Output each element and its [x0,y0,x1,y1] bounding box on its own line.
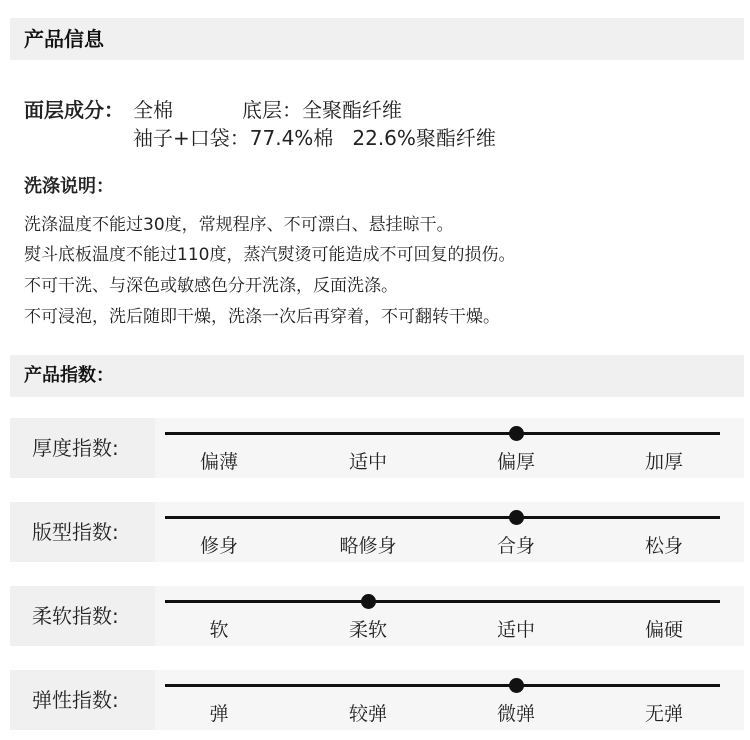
index-label: 柔软指数: [10,586,155,646]
index-row [10,502,744,562]
index-option: 较弹 [348,703,388,725]
index-scale-line [165,432,720,435]
product-info-header: 产品信息 [10,18,744,60]
index-row [10,418,744,478]
washing-title: 洗涤说明： [24,176,114,197]
index-option: 无弹 [644,703,684,725]
index-scale-line [165,600,720,603]
index-option: 弹 [209,703,229,725]
index-option: 软 [209,619,229,641]
face-layer-value: 全棉 [133,98,173,122]
index-marker-dot [509,510,524,525]
index-option: 加厚 [644,451,684,473]
bottom-layer-value: 底层：全聚酯纤维 [242,98,402,122]
index-option: 偏厚 [496,451,536,473]
index-scale-line [165,516,720,519]
washing-line: 不可浸泡，洗后随即干燥，洗涤一次后再穿着，不可翻转干燥。 [24,307,500,327]
product-index-header: 产品指数： [10,355,744,397]
index-marker-dot [361,594,376,609]
index-row [10,586,744,646]
index-option: 适中 [348,451,388,473]
index-marker-dot [509,426,524,441]
sleeve-pocket-value: 袖子+口袋：77.4%棉 22.6%聚酯纤维 [133,126,496,150]
index-marker-dot [509,678,524,693]
washing-line: 洗涤温度不能过30度，常规程序、不可漂白、悬挂晾干。 [24,215,454,235]
index-label: 厚度指数: [10,418,155,478]
index-option: 修身 [199,535,239,557]
index-option: 略修身 [339,535,397,557]
index-scale-line [165,684,720,687]
index-option: 偏薄 [199,451,239,473]
index-option: 柔软 [348,619,388,641]
index-label: 版型指数: [10,502,155,562]
washing-line: 不可干洗、与深色或敏感色分开洗涤，反面洗涤。 [24,276,398,296]
index-option: 微弹 [496,703,536,725]
index-option: 合身 [496,535,536,557]
index-option: 适中 [496,619,536,641]
material-label: 面层成分： [24,98,124,122]
material-line-1 [24,94,124,123]
index-option: 偏硬 [644,619,684,641]
index-row [10,670,744,730]
index-label: 弹性指数: [10,670,155,730]
index-option: 松身 [644,535,684,557]
washing-line: 熨斗底板温度不能过110度，蒸汽熨烫可能造成不可回复的损伤。 [24,245,516,265]
